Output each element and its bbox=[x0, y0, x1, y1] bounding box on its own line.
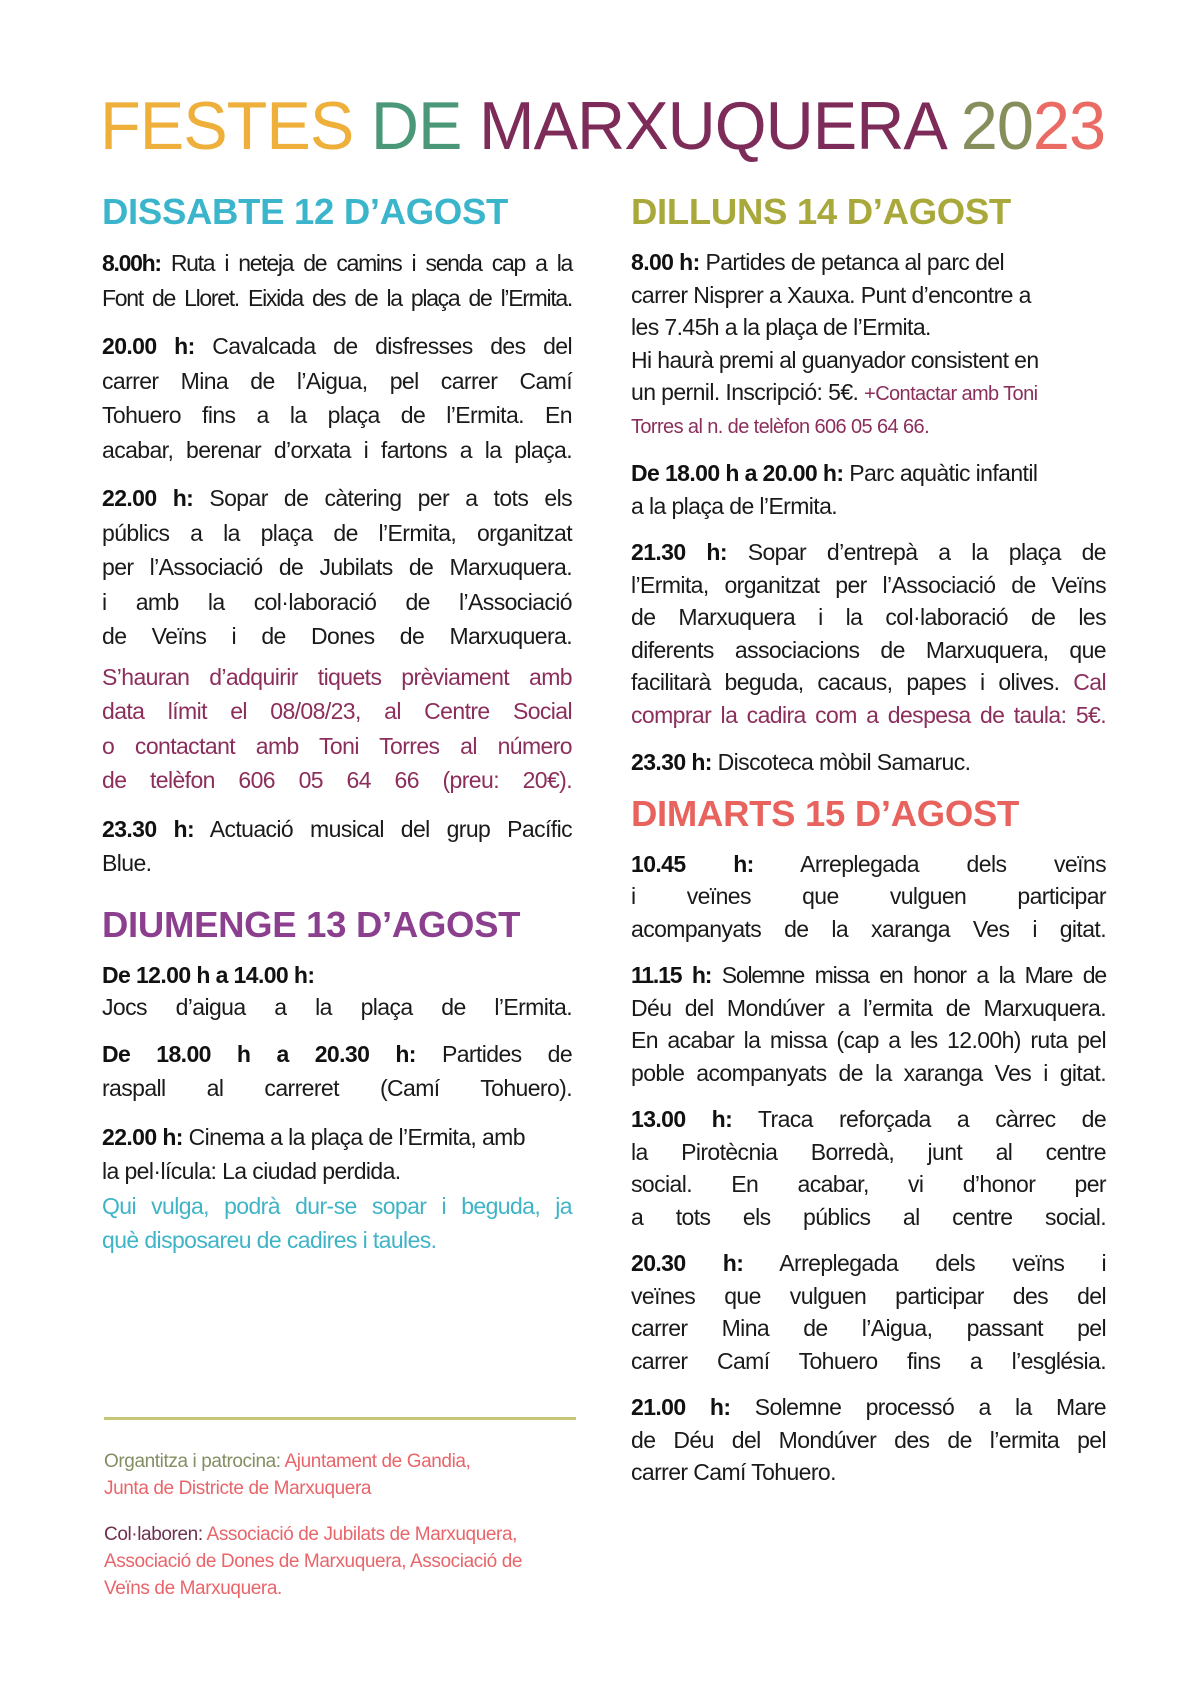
event-text: veïnes que vulguen participar des del bbox=[631, 1282, 1106, 1309]
day-heading-diumenge: DIUMENGE 13 D’AGOST bbox=[102, 903, 521, 945]
day-heading-dimarts: DIMARTS 15 D’AGOST bbox=[631, 792, 1020, 834]
event-note: què disposareu de cadires i taules. bbox=[102, 1227, 437, 1253]
event-item bbox=[631, 959, 1106, 1089]
event-time: 23.30 h: bbox=[631, 749, 712, 775]
event-item bbox=[631, 1103, 1106, 1233]
event-text: raspall al carreret (Camí Tohuero). bbox=[102, 1075, 572, 1101]
event-time: 22.00 h: bbox=[102, 1123, 183, 1150]
event-time: 20.00 h: bbox=[102, 333, 195, 359]
event-time: 11.15 h: bbox=[631, 962, 712, 988]
event-text: carrer Camí Tohuero fins a l’església. bbox=[631, 1347, 1106, 1374]
event-note: de telèfon 606 05 64 66 (preu: 20€). bbox=[102, 767, 572, 793]
event-item bbox=[102, 481, 572, 798]
event-text: Hi haurà premi al guanyador consistent en bbox=[631, 346, 1039, 373]
event-item bbox=[631, 848, 1106, 946]
event-time: 20.30 h: bbox=[631, 1250, 744, 1276]
event-text: diferents associacions de Marxuquera, que bbox=[631, 636, 1106, 663]
event-text: Partides de petanca al parc del bbox=[705, 249, 1004, 275]
event-text: carrer Mina de l’Aigua, pel carrer Camí bbox=[102, 367, 572, 394]
event-text: Sopar d’entrepà a la plaça de bbox=[747, 539, 1106, 565]
event-text: a la plaça de l’Ermita. bbox=[631, 492, 838, 519]
title-de: DE bbox=[370, 88, 462, 164]
event-item bbox=[631, 1391, 1106, 1489]
title-year-part1: 20 bbox=[960, 88, 1033, 164]
event-text: Traca reforçada a càrrec de bbox=[757, 1106, 1107, 1132]
event-time: 21.00 h: bbox=[631, 1394, 731, 1420]
event-text: Tohuero fins a la plaça de l’Ermita. En bbox=[102, 402, 572, 428]
event-note: S’hauran d’adquirir tiquets prèviament amb bbox=[102, 663, 572, 690]
event-text: Partides de bbox=[441, 1040, 573, 1067]
event-text: l’Ermita, organitzat per l’Associació de Veïns bbox=[631, 571, 1106, 598]
event-time: 13.00 h: bbox=[631, 1106, 733, 1132]
event-time: De 12.00 h a 14.00 h: bbox=[102, 961, 315, 988]
event-text: Ruta i neteja de camins i senda cap a la bbox=[170, 250, 573, 276]
event-item bbox=[102, 329, 572, 467]
organizer-name: Junta de Districte de Marxuquera bbox=[104, 1478, 372, 1499]
event-text: les 7.45h a la plaça de l’Ermita. bbox=[631, 314, 931, 340]
event-note: Torres al n. de telèfon 606 05 64 66. bbox=[631, 415, 930, 438]
collab-name: Associació de Jubilats de Marxuquera, bbox=[206, 1524, 518, 1545]
day-heading-dilluns: DILLUNS 14 D’AGOST bbox=[631, 191, 1011, 232]
title-marxuquera: MARXUQUERA bbox=[479, 88, 944, 164]
event-text: a tots els públics al centre social. bbox=[631, 1203, 1106, 1230]
event-text: Cavalcada de disfresses des del bbox=[212, 333, 573, 359]
event-item bbox=[631, 536, 1106, 731]
event-text: carrer Camí Tohuero. bbox=[631, 1459, 836, 1485]
event-item bbox=[631, 246, 1106, 443]
event-time: De 18.00 h a 20.00 h: bbox=[631, 460, 844, 486]
event-time: 23.30 h: bbox=[102, 815, 195, 842]
left-column bbox=[102, 190, 572, 1272]
organizer-label: Organtitza i patrocina: bbox=[104, 1451, 281, 1472]
event-item bbox=[102, 812, 572, 881]
event-text: acompanyats de la xaranga Ves i gitat. bbox=[631, 915, 1106, 942]
event-text: carrer Mina de l’Aigua, passant pel bbox=[631, 1315, 1106, 1341]
title-year bbox=[961, 88, 1105, 164]
event-text: acabar, berenar d’orxata i fartons a la plaça. bbox=[102, 436, 572, 463]
event-text: la Pirotècnia Borredà, junt al centre bbox=[631, 1138, 1106, 1165]
right-column bbox=[631, 190, 1106, 1503]
day-heading-dissabte: DISSABTE 12 D’AGOST bbox=[102, 191, 509, 232]
event-text: carrer Nisprer a Xauxa. Punt d’encontre a bbox=[631, 281, 1031, 308]
collab-name: Associació de Dones de Marxuquera, Associació de bbox=[104, 1551, 523, 1572]
event-text: per l’Associació de Jubilats de Marxuquera. bbox=[102, 554, 572, 580]
event-item bbox=[631, 1247, 1106, 1377]
event-text: En acabar la missa (cap a les 12.00h) ruta pel bbox=[631, 1027, 1106, 1053]
event-text: Sopar de càtering per a tots els bbox=[209, 485, 572, 511]
event-note: Cal bbox=[1073, 669, 1106, 695]
event-text: social. En acabar, vi d’honor per bbox=[631, 1171, 1106, 1197]
event-text: Font de Lloret. Eixida des de la plaça de l’Ermita. bbox=[102, 284, 572, 311]
event-text: Jocs d’aigua a la plaça de l’Ermita. bbox=[102, 993, 572, 1020]
event-text: Actuació musical del grup Pacífic bbox=[209, 815, 573, 842]
event-item bbox=[102, 959, 572, 1023]
event-text: de Marxuquera i la col·laboració de les bbox=[631, 604, 1106, 630]
event-time: 10.45 h: bbox=[631, 850, 754, 877]
event-text: Déu del Mondúver a l’ermita de Marxuquera. bbox=[631, 994, 1106, 1021]
event-text: Arreplegada dels veïns i bbox=[779, 1250, 1107, 1276]
event-item bbox=[102, 1120, 572, 1258]
event-note: data límit el 08/08/23, al Centre Social bbox=[102, 698, 572, 724]
event-item bbox=[102, 246, 572, 315]
event-time: 21.30 h: bbox=[631, 539, 727, 565]
poster-title bbox=[100, 86, 1106, 166]
event-text: un pernil. Inscripció: 5€. bbox=[631, 379, 859, 405]
event-text: i veïnes que vulguen participar bbox=[631, 883, 1106, 909]
event-note: Qui vulga, podrà dur-se sopar i beguda, ja bbox=[102, 1192, 572, 1219]
event-time: 22.00 h: bbox=[102, 485, 194, 511]
event-time: 8.00 h: bbox=[631, 249, 700, 275]
footer-collaborators bbox=[104, 1521, 584, 1602]
collab-name: Veïns de Marxuquera. bbox=[104, 1578, 282, 1599]
event-text: Solemne processó a la Mare bbox=[754, 1394, 1106, 1420]
event-text: i amb la col·laboració de l’Associació bbox=[102, 588, 572, 615]
footer-divider bbox=[104, 1417, 576, 1420]
event-text: públics a la plaça de l’Ermita, organitzat bbox=[102, 519, 572, 546]
event-item bbox=[631, 745, 1106, 780]
footer-organizers bbox=[104, 1448, 584, 1502]
event-text: la pel·lícula: La ciudad perdida. bbox=[102, 1158, 401, 1184]
event-text: Blue. bbox=[102, 850, 152, 876]
title-festes: FESTES bbox=[100, 88, 354, 164]
event-note: comprar la cadira com a despesa de taula: 5€. bbox=[631, 701, 1106, 728]
event-time: De 18.00 h a 20.30 h: bbox=[102, 1040, 416, 1067]
event-text: facilitarà beguda, cacaus, papes i olives. bbox=[631, 669, 1060, 695]
organizer-name: Ajuntament de Gandia, bbox=[284, 1451, 471, 1472]
event-text: de Veïns i de Dones de Marxuquera. bbox=[102, 623, 572, 649]
event-time: 8.00h: bbox=[102, 250, 161, 276]
event-text: Cinema a la plaça de l’Ermita, amb bbox=[188, 1123, 525, 1150]
event-text: Arreplegada dels veïns bbox=[800, 850, 1107, 877]
event-text: de Déu del Mondúver des de l’ermita pel bbox=[631, 1426, 1106, 1453]
event-item bbox=[631, 457, 1106, 522]
title-year-part2: 23 bbox=[1032, 88, 1106, 164]
event-note: o contactant amb Toni Torres al número bbox=[102, 732, 572, 759]
event-text: Discoteca mòbil Samaruc. bbox=[717, 749, 971, 775]
event-text: Parc aquàtic infantil bbox=[849, 460, 1038, 486]
event-note: +Contactar amb Toni bbox=[864, 383, 1038, 405]
event-item bbox=[102, 1037, 572, 1106]
event-text: poble acompanyats de la xaranga Ves i gitat. bbox=[631, 1059, 1106, 1086]
collab-label: Col·laboren: bbox=[104, 1524, 203, 1545]
event-text: Solemne missa en honor a la Mare de bbox=[721, 962, 1106, 988]
